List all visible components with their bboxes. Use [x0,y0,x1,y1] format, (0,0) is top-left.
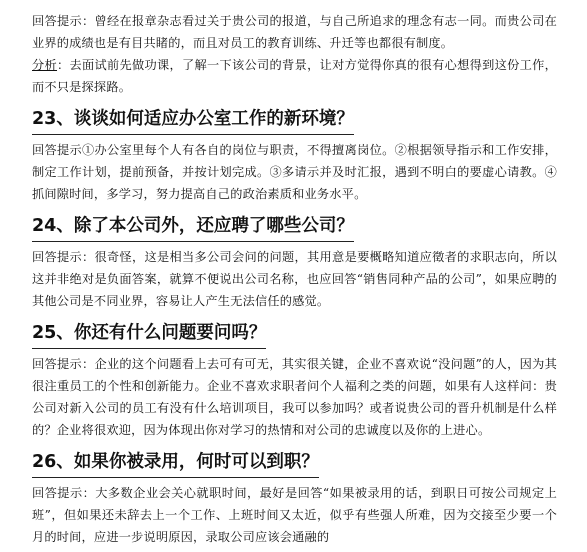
section-heading: 26、如果你被录用，何时可以到职？ [32,449,319,478]
section-heading: 24、除了本公司外，还应聘了哪些公司？ [32,213,354,242]
analysis-text: ：去面试前先做功课，了解一下该公司的背景，让对方觉得你真的很有心想得到这份工作，而不只是探探路。 [32,58,558,94]
section-24 [32,207,557,312]
section-body: 回答提示：很奇怪，这是相当多公司会问的问题，其用意是要概略知道应徵者的求职志向，所以这并非绝对是负面答案，就算不便说出公司名称，也应回答“销售同种产品的公司”，如果应聘的其他公司是不同业界，容易让人产生无法信任的感觉。 [32,250,557,308]
section-body: 回答提示：企业的这个问题看上去可有可无，其实很关键，企业不喜欢说“没问题”的人，因为其很注重员工的个性和创新能力。企业不喜欢求职者问个人福利之类的问题，如果有人这样问：贵公司对新入公司的员工有没有什么培训项目，我可以参加吗？或者说贵公司的晋升机制是什么样的？企业将很欢迎，因为体现出你对学习的热情和对公司的忠诚度以及你的上进心。 [32,357,557,437]
section-26 [32,443,557,548]
section-heading: 23、谈谈如何适应办公室工作的新环境？ [32,106,354,135]
analysis-label: 分析 [32,58,58,72]
intro-analysis-paragraph [32,54,557,98]
section-heading: 25、你还有什么问题要问吗？ [32,320,266,349]
intro-answer-paragraph: 回答提示：曾经在报章杂志看过关于贵公司的报道，与自己所追求的理念有志一同。而贵公司在业界的成绩也是有目共睹的，而且对员工的教育训练、升迁等也都很有制度。 [32,14,557,50]
section-25 [32,314,557,441]
section-body: 回答提示①办公室里每个人有各自的岗位与职责，不得擅离岗位。②根据领导指示和工作安排，制定工作计划，提前预备，并按计划完成。③多请示并及时汇报，遇到不明白的要虚心请教。④抓间隙时间，多学习，努力提高自己的政治素质和业务水平。 [32,143,557,201]
section-body: 回答提示：大多数企业会关心就职时间，最好是回答“如果被录用的话，到职日可按公司规定上班”，但如果还未辞去上一个工作、上班时间又太近，似乎有些强人所难，因为交接至少要一个月的时间，应进一步说明原因，录取公司应该会通融的 [32,486,557,544]
section-23 [32,100,557,205]
